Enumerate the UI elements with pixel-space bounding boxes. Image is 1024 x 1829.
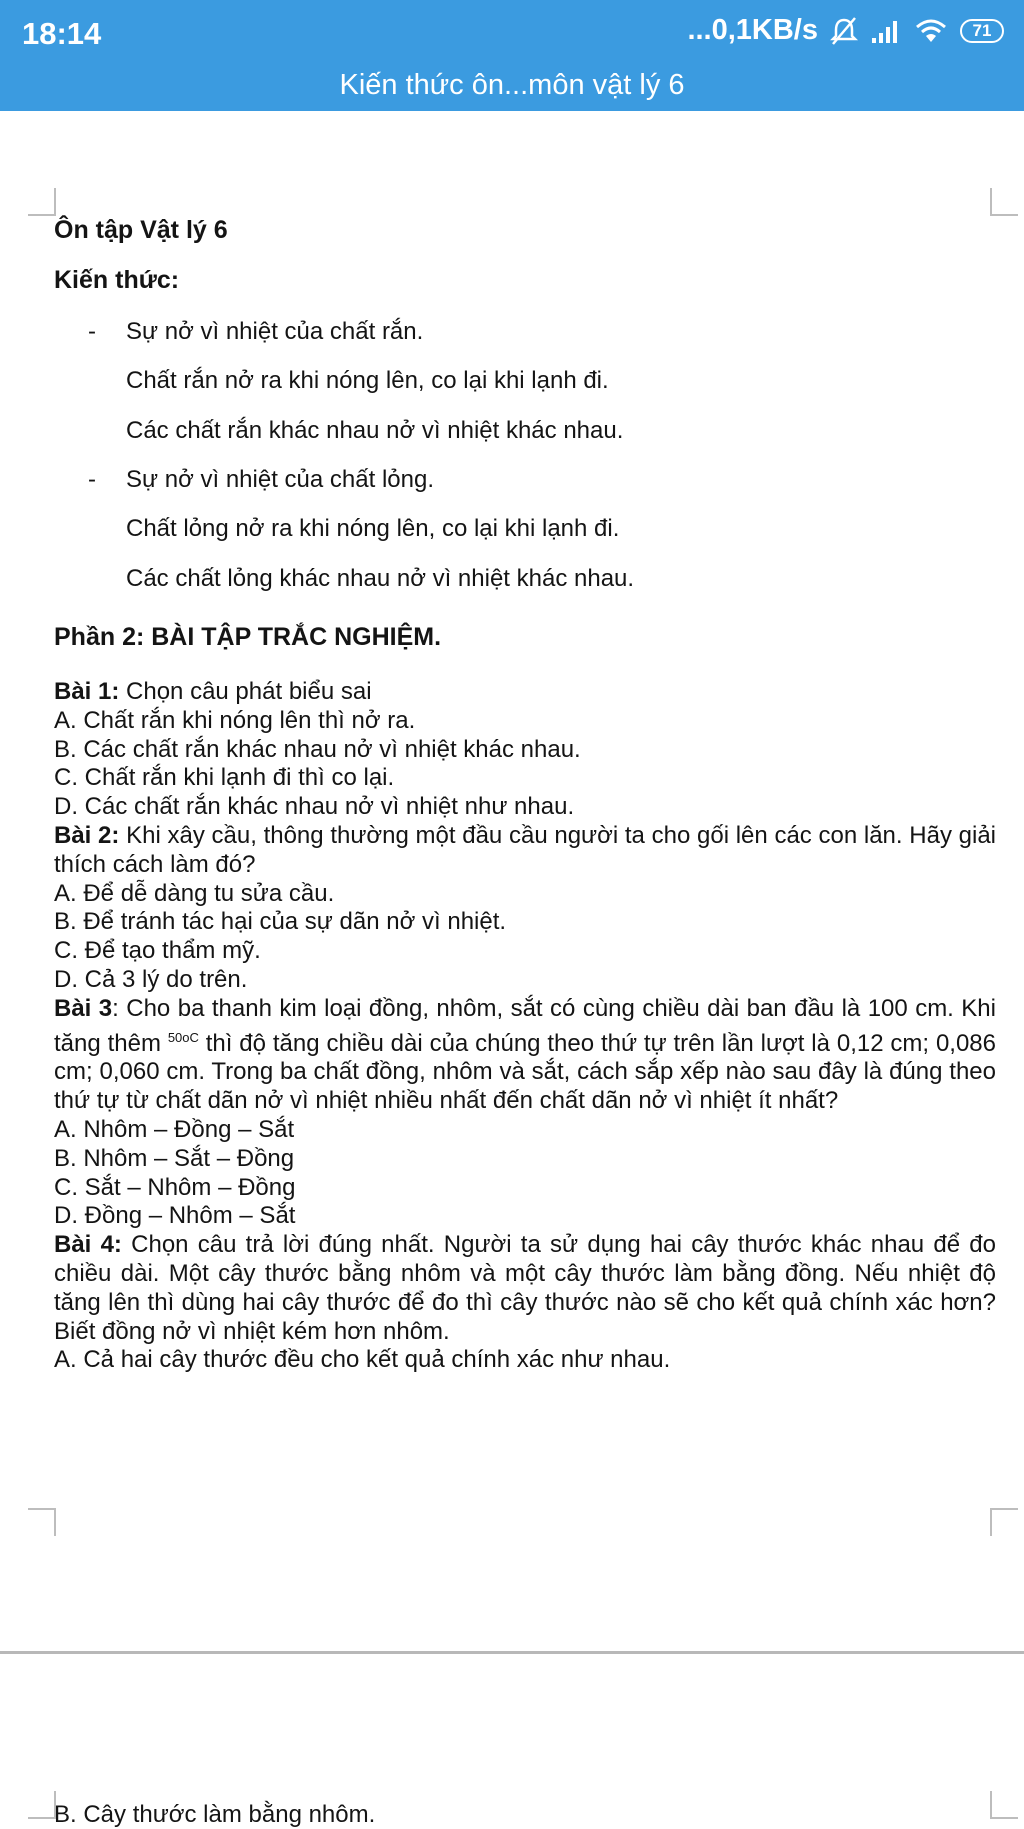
answer-option: C. Sắt – Nhôm – Đồng	[54, 1173, 296, 1201]
answer-option: B. Nhôm – Sắt – Đồng	[54, 1144, 295, 1172]
answer-option: A. Để dễ dàng tu sửa cầu.	[54, 879, 335, 907]
answer-option: B. Các chất rắn khác nhau nở vì nhiệt khác nhau.	[54, 735, 581, 763]
mute-bell-icon	[830, 16, 858, 46]
answer-option: D. Các chất rắn khác nhau nở vì nhiệt như nhau.	[54, 793, 575, 821]
question-3: Bài 3: Cho ba thanh kim loại đồng, nhôm, sắt có cùng chiều dài ban đầu là 100 cm. Khi tăng thêm $^{50oC}$ thì độ tăng chiều dài của chúng theo thứ tự trên lần lượt là 0,12 cm; 0,086 cm; 0,060 cm. Trong ba chất đồng, nhôm và sắt, cách sắp xếp nào sau đây là đúng theo thứ tự từ chất dãn nở vì nhiệt nhiều nhất đến chất dãn nở vì nhiệt ít nhất?	[54, 994, 997, 1115]
status-time: 18:14	[22, 16, 102, 51]
answer-option: A. Cả hai cây thước đều cho kết quả chính xác như nhau.	[54, 1346, 671, 1374]
status-icons	[687, 14, 1004, 47]
page-corner-mark	[28, 188, 56, 216]
battery-level: 71	[972, 20, 992, 40]
question-1: Bài 1: Chọn câu phát biểu sai	[54, 678, 372, 705]
temperature-superscript: 50oC	[167, 1029, 199, 1045]
answer-option: A. Nhôm – Đồng – Sắt	[54, 1115, 295, 1143]
question-4: Bài 4: Chọn câu trả lời đúng nhất. Người ta sử dụng hai cây thước khác nhau để đo chiều dài. Một cây thước bằng nhôm và một cây thước làm bằng đồng. Nếu nhiệt độ tăng lên thì dùng hai cây thước để đo thì cây thước nào sẽ cho kết quả chính xác hơn? Biết đồng nở vì nhiệt kém hơn nhôm.	[54, 1231, 996, 1345]
answer-option: B. Cây thước làm bằng nhôm.	[54, 1801, 376, 1828]
next-page	[0, 1651, 1024, 1828]
signal-icon	[870, 18, 902, 44]
quiz-section	[54, 678, 996, 1375]
page-corner-mark	[28, 1508, 56, 1536]
answer-option: C. Chất rắn khi lạnh đi thì co lại.	[54, 764, 395, 792]
battery-icon	[960, 19, 1004, 43]
section-heading: Phần 2: BÀI TẬP TRẮC NGHIỆM.	[54, 623, 442, 651]
answer-option: D. Đồng – Nhôm – Sắt	[54, 1202, 296, 1230]
app-header	[0, 0, 1024, 111]
bullet-text: Chất lỏng nở ra khi nóng lên, co lại khi lạnh đi.	[126, 515, 620, 542]
answer-option: A. Chất rắn khi nóng lên thì nở ra.	[54, 706, 416, 734]
document-body	[54, 208, 996, 1375]
bullet-text: Các chất lỏng khác nhau nở vì nhiệt khác nhau.	[126, 565, 635, 592]
document-title: Kiến thức ôn...môn vật lý 6	[339, 69, 685, 101]
answer-option: D. Cả 3 lý do trên.	[54, 965, 248, 993]
bullet-text: Các chất rắn khác nhau nở vì nhiệt khác nhau.	[126, 417, 624, 444]
page-corner-mark	[990, 1508, 1018, 1536]
page-corner-mark	[28, 1791, 56, 1819]
page-separator	[0, 1651, 1024, 1654]
answer-option: C. Để tạo thẩm mỹ.	[54, 937, 261, 965]
bullet-text: Chất rắn nở ra khi nóng lên, co lại khi lạnh đi.	[126, 367, 609, 394]
wifi-icon	[914, 18, 948, 44]
doc-heading: Ôn tập Vật lý 6	[54, 216, 228, 244]
document-page[interactable]	[0, 111, 1024, 1651]
network-speed: ...0,1KB/s	[687, 14, 818, 46]
page-corner-mark	[990, 1791, 1018, 1819]
bullet-item: - Sự nở vì nhiệt của chất rắn.	[54, 308, 996, 356]
answer-option: B. Để tránh tác hại của sự dãn nở vì nhiệt.	[54, 908, 507, 936]
section-heading: Kiến thức:	[54, 266, 180, 294]
bullet-item: - Sự nở vì nhiệt của chất lỏng.	[54, 456, 996, 504]
question-2: Bài 2: Khi xây cầu, thông thường một đầu cầu người ta cho gối lên các con lăn. Hãy giải thích cách làm đó?	[54, 821, 996, 878]
